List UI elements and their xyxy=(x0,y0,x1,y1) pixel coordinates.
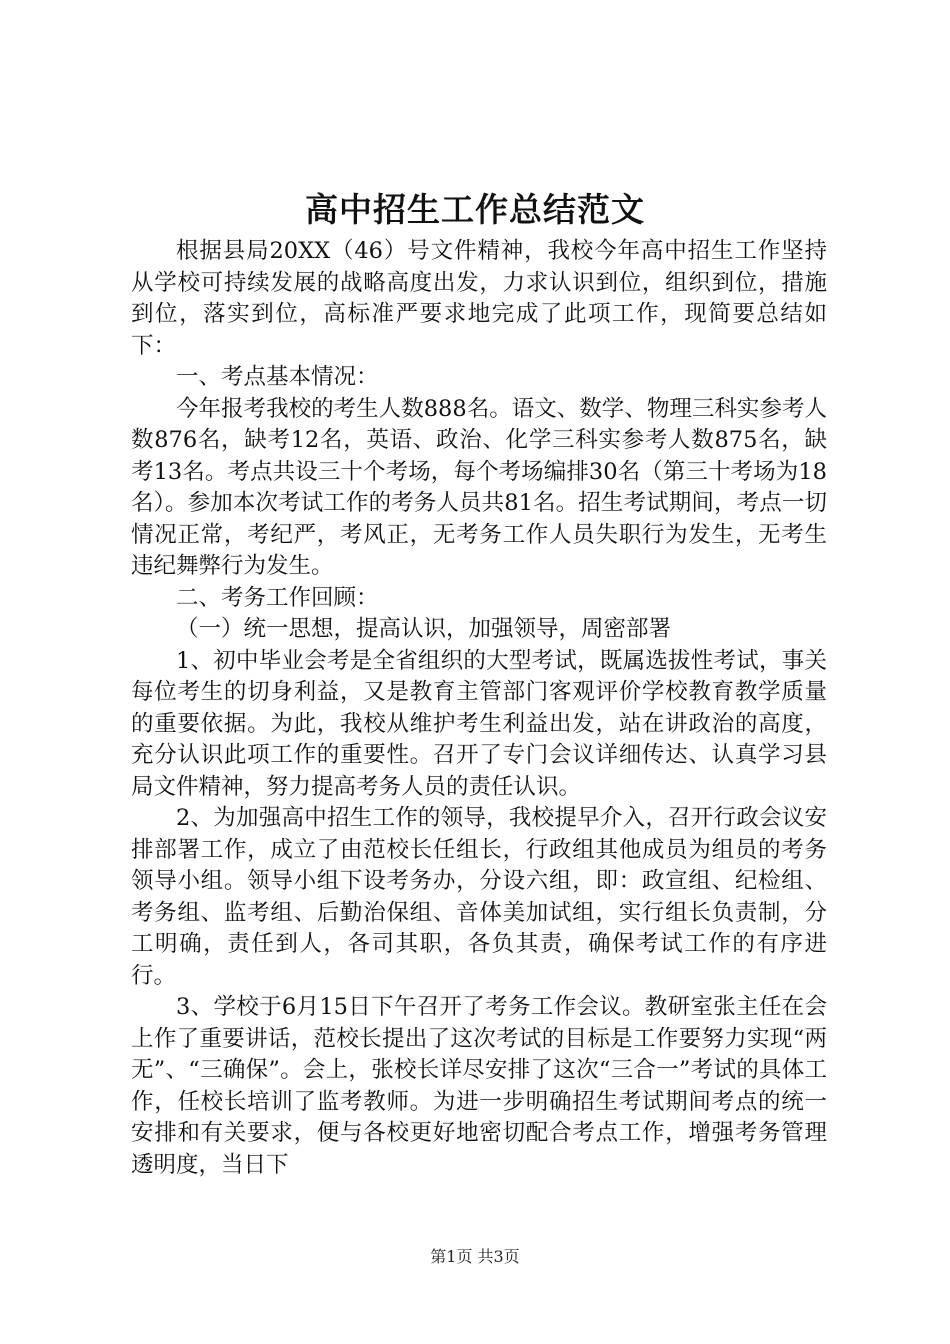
page-title: 高中招生工作总结范文 xyxy=(305,190,645,229)
intro-paragraph: 根据县局20XX（46）号文件精神，我校今年高中招生工作坚持从学校可持续发展的战略高度出发，力求认识到位，组织到位，措施到位，落实到位，高标准严要求地完成了此项工作，现简要总结如下： xyxy=(131,238,827,359)
item-3-paragraph: 3、学校于6月15日下午召开了考务工作会议。教研室张主任在会上作了重要讲话，范校长提出了这次考试的目标是工作要努力实现“两无”、“三确保”。会上，张校长详尽安排了这次“三合一”考试的具体工作，任校长培训了监考教师。为进一步明确招生考试期间考点的统一安排和有关要求，便与各校更好地密切配合考点工作，增强考务管理透明度，当日下 xyxy=(131,994,827,1178)
item-1-paragraph: 1、初中毕业会考是全省组织的大型考试，既属选拔性考试，事关每位考生的切身利益，又是教育主管部门客观评价学校教育教学质量的重要依据。为此，我校从维护考生利益出发，站在讲政治的高度，充分认识此项工作的重要性。召开了专门会议详细传达、认真学习县局文件精神，努力提高考务人员的责任认识。 xyxy=(131,647,827,800)
item-2-paragraph: 2、为加强高中招生工作的领导，我校提早介入，召开行政会议安排部署工作，成立了由范校长任组长，行政组其他成员为组员的考务领导小组。领导小组下设考务办，分设六组，即：政宣组、纪检组、考务组、监考组、后勤治保组、音体美加试组，实行组长负责制，分工明确，责任到人，各司其职，各负其责，确保考试工作的有序进行。 xyxy=(131,805,827,989)
section-heading-exam-site: 一、考点基本情况： xyxy=(176,364,379,390)
page-footer: 第1页 共3页 xyxy=(430,1247,520,1266)
subsection-heading: （一）统一思想，提高认识，加强领导，周密部署 xyxy=(176,616,672,642)
exam-site-paragraph: 今年报考我校的考生人数888名。语文、数学、物理三科实参考人数876名，缺考12名，英语、政治、化学三科实参考人数875名，缺考13名。考点共设三十个考场，每个考场编排30名（第三十考场为18名）。参加本次考试工作的考务人员共81名。招生考试期间，考点一切情况正常，考纪严，考风正，无考务工作人员失职行为发生，无考生违纪舞弊行为发生。 xyxy=(131,395,827,579)
document-body xyxy=(131,236,827,1181)
section-heading-review: 二、考务工作回顾： xyxy=(176,584,379,611)
